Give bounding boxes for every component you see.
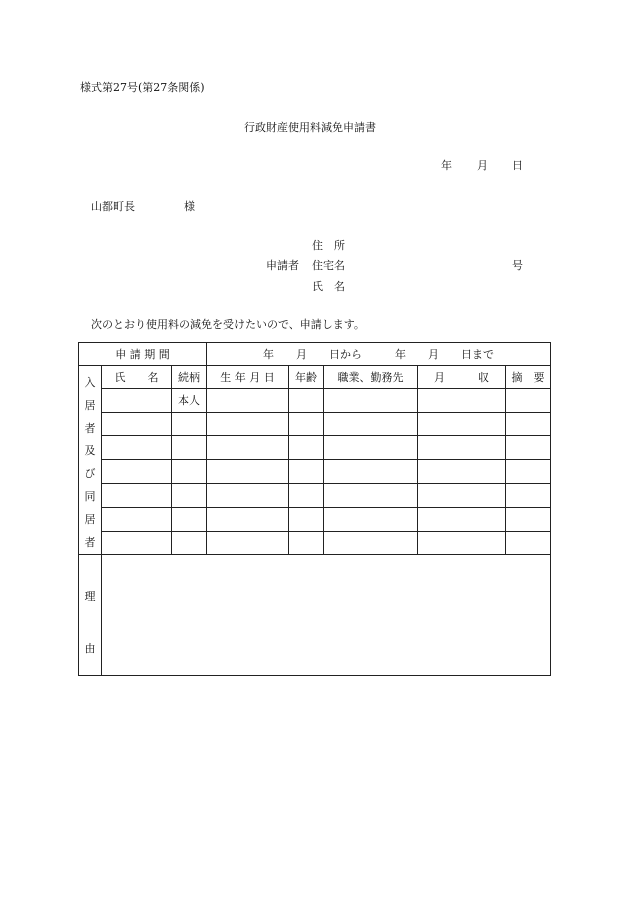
header-age [289, 366, 324, 389]
cell[interactable] [207, 483, 289, 507]
date-year: 年 [441, 159, 452, 172]
cell[interactable] [324, 388, 418, 412]
cell[interactable] [324, 483, 418, 507]
application-table [78, 342, 551, 676]
table-row [79, 507, 551, 531]
relation-self: 本人 [178, 394, 200, 408]
cell[interactable] [324, 412, 418, 436]
cell[interactable] [324, 531, 418, 555]
cell[interactable] [289, 507, 324, 531]
cell[interactable] [172, 483, 207, 507]
cell[interactable] [324, 507, 418, 531]
table-row [79, 531, 551, 555]
cell[interactable] [172, 531, 207, 555]
cell[interactable] [172, 460, 207, 484]
cell[interactable] [207, 436, 289, 460]
cell[interactable] [102, 460, 172, 484]
cell[interactable] [506, 412, 551, 436]
header-birthdate-text: 生 年 月 日 [220, 370, 275, 384]
cell[interactable] [418, 507, 506, 531]
cell[interactable] [102, 507, 172, 531]
residents-label: 入居者及び同居者 [84, 376, 96, 549]
cell[interactable] [506, 483, 551, 507]
header-remarks [506, 366, 551, 389]
cell[interactable] [506, 507, 551, 531]
cell[interactable] [418, 388, 506, 412]
cell[interactable] [207, 507, 289, 531]
cell[interactable] [207, 412, 289, 436]
addressee-name: 山都町長 [91, 200, 135, 213]
header-relation [172, 366, 207, 389]
cell[interactable] [172, 507, 207, 531]
address-label: 住 所 [312, 239, 345, 252]
cell[interactable] [418, 412, 506, 436]
cell[interactable] [289, 460, 324, 484]
cell[interactable] [207, 388, 289, 412]
header-name [102, 366, 172, 389]
addressee-honorific: 様 [184, 200, 195, 213]
date-day: 日 [512, 159, 523, 172]
cell[interactable] [506, 460, 551, 484]
cell[interactable] [324, 460, 418, 484]
cell[interactable] [418, 460, 506, 484]
name-label: 氏 名 [312, 280, 345, 293]
cell[interactable] [418, 483, 506, 507]
form-number: 様式第27号(第27条関係) [80, 81, 205, 94]
cell[interactable] [418, 436, 506, 460]
cell[interactable] [289, 388, 324, 412]
cell[interactable] [324, 436, 418, 460]
table-row [79, 483, 551, 507]
period-label-cell [79, 343, 207, 366]
cell[interactable] [102, 412, 172, 436]
period-value-cell [207, 343, 551, 366]
cell[interactable] [102, 531, 172, 555]
reason-field[interactable] [102, 555, 551, 676]
header-name-text: 氏 名 [114, 370, 159, 384]
table-row [79, 412, 551, 436]
cell[interactable] [289, 436, 324, 460]
housing-label: 住宅名 [312, 259, 345, 272]
period-row [79, 343, 551, 366]
cell[interactable] [102, 388, 172, 412]
request-text: 次のとおり使用料の減免を受けたいので、申請します。 [91, 318, 365, 331]
header-monthly-income-text: 月 収 [434, 370, 489, 384]
header-occupation-text: 職業、勤務先 [337, 370, 404, 384]
table-row [79, 436, 551, 460]
document-title: 行政財産使用料減免申請書 [244, 121, 376, 134]
cell[interactable] [172, 412, 207, 436]
header-age-text: 年齢 [295, 370, 317, 384]
table-row [79, 460, 551, 484]
reason-row [79, 555, 551, 676]
date-month: 月 [477, 159, 488, 172]
reason-label-cell [79, 555, 102, 676]
header-birthdate [207, 366, 289, 389]
residents-label-cell [79, 366, 102, 555]
cell[interactable] [172, 436, 207, 460]
cell[interactable] [506, 436, 551, 460]
cell[interactable] [289, 412, 324, 436]
number-suffix: 号 [512, 259, 523, 272]
header-occupation [324, 366, 418, 389]
applicant-label: 申請者 [266, 259, 299, 272]
header-monthly-income [418, 366, 506, 389]
period-value: 年 月 日から 年 月 日まで [263, 348, 495, 361]
header-relation-text: 続柄 [178, 370, 200, 384]
table-row [79, 388, 551, 412]
cell[interactable] [506, 388, 551, 412]
cell[interactable] [102, 483, 172, 507]
cell[interactable] [102, 436, 172, 460]
cell[interactable] [289, 483, 324, 507]
cell[interactable] [207, 531, 289, 555]
reason-label: 理由 [84, 590, 96, 656]
cell[interactable] [418, 531, 506, 555]
period-label: 申 請 期 間 [115, 348, 170, 361]
cell[interactable] [289, 531, 324, 555]
header-row [79, 366, 551, 389]
cell[interactable] [207, 460, 289, 484]
cell[interactable] [506, 531, 551, 555]
header-remarks-text: 摘 要 [511, 370, 545, 384]
relation-self-cell [172, 388, 207, 412]
